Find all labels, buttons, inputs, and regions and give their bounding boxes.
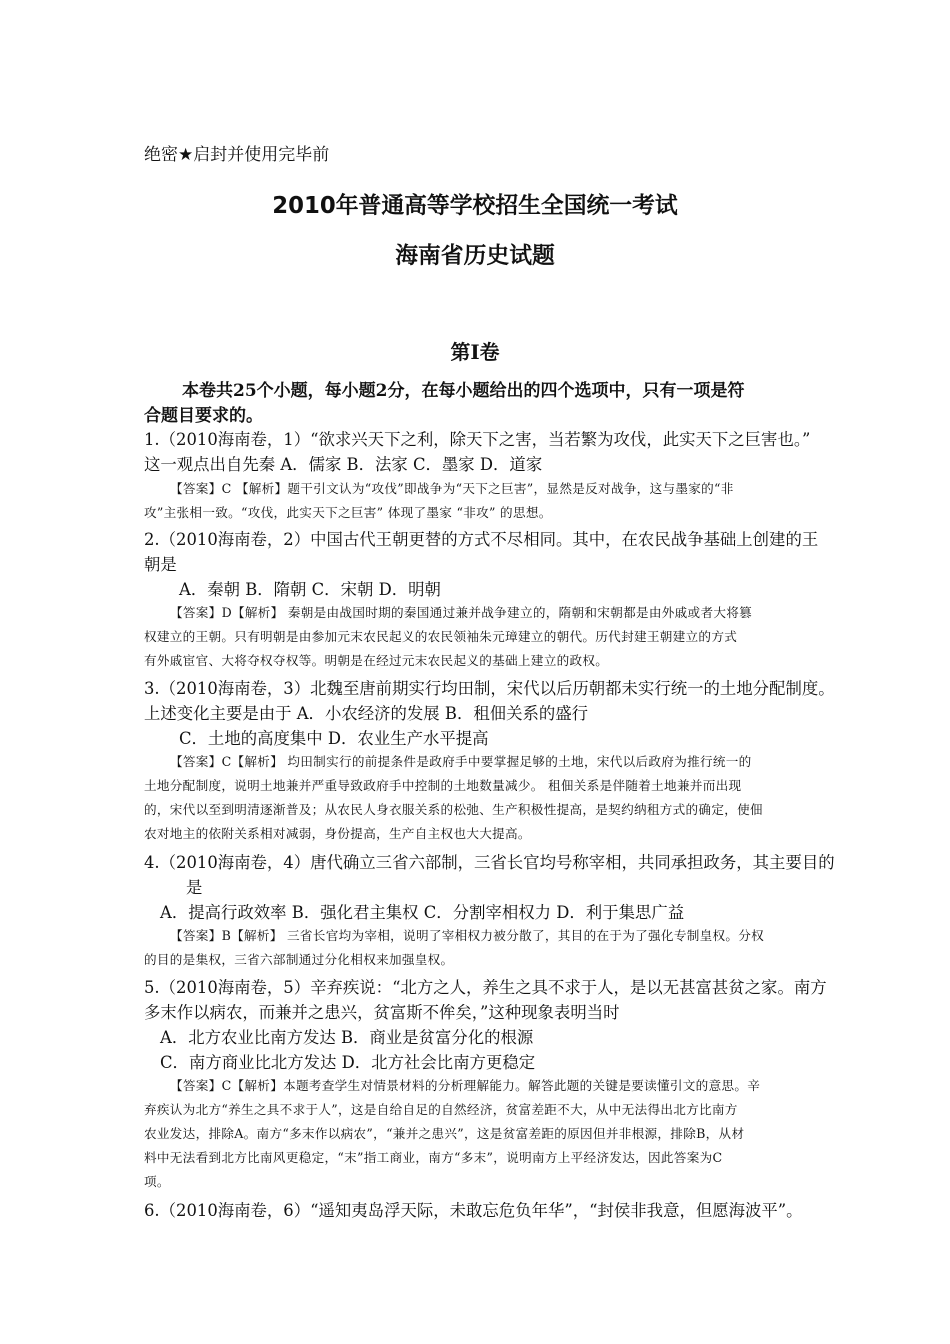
question-options: C．南方商业比北方发达 D．北方社会比南方更稳定 [160, 1053, 536, 1072]
question-text: 是 [186, 878, 203, 897]
section-intro: 本卷共25个小题，每小题2分，在每小题给出的四个选项中，只有一项是符 [182, 381, 745, 401]
question-options: A．提高行政效率 B．强化君主集权 C．分割宰相权力 D．利于集思广益 [160, 903, 685, 922]
question-options: 这一观点出自先秦 A．儒家 B．法家 C．墨家 D．道家 [144, 455, 543, 474]
answer-analysis: 农对地主的依附关系相对减弱，身份提高，生产自主权也大大提高。 [144, 826, 531, 841]
question-options: C．土地的高度集中 D．农业生产水平提高 [179, 729, 489, 748]
answer-analysis: 【答案】B【解析】 三省长官均为宰相，说明了宰相权力被分散了，其目的在于为了强化专制皇权。分权 [170, 928, 765, 943]
question-text: 2.（2010海南卷，2）中国古代王朝更替的方式不尽相同。其中，在农民战争基础上创建的王 [144, 530, 819, 549]
answer-analysis: 的目的是集权，三省六部制通过分化相权来加强皇权。 [144, 952, 454, 967]
section-intro: 合题目要求的。 [144, 406, 263, 426]
question-text: 5.（2010海南卷，5）辛弃疾说：“北方之人，养生之具不求于人，是以无甚富甚贫之家。南方 [144, 978, 827, 997]
exam-title: 2010年普通高等学校招生全国统一考试 [272, 193, 678, 219]
question-text: 4.（2010海南卷，4）唐代确立三省六部制，三省长官均号称宰相，共同承担政务，其主要目的 [144, 853, 835, 872]
answer-analysis: 有外戚宦官、大将夺权夺权等。明朝是在经过元末农民起义的基础上建立的政权。 [144, 653, 609, 668]
answer-analysis: 攻”主张相一致。“攻伐，此实天下之巨害” 体现了墨家 “非攻” 的思想。 [144, 505, 552, 520]
question-options: 上述变化主要是由于 A．小农经济的发展 B．租佃关系的盛行 [144, 704, 589, 723]
question-text: 多末作以病农，而兼并之患兴，贫富斯不侔矣，”这种现象表明当时 [144, 1003, 620, 1022]
answer-analysis: 【答案】D【解析】 秦朝是由战国时期的秦国通过兼并战争建立的，隋朝和宋朝都是由外戚或者大将篡 [170, 605, 753, 620]
answer-analysis: 权建立的王朝。只有明朝是由参加元末农民起义的农民领袖朱元璋建立的朝代。历代封建王朝建立的方式 [144, 629, 738, 644]
answer-analysis: 弃疾认为北方“养生之具不求于人”，这是自给自足的自然经济，贫富差距不大，从中无法得出北方比南方 [144, 1102, 738, 1117]
question-text: 3.（2010海南卷，3）北魏至唐前期实行均田制，宋代以后历朝都未实行统一的土地分配制度。 [144, 679, 835, 698]
answer-analysis: 【答案】C 【解析】题干引文认为“攻伐”即战争为“天下之巨害”，显然是反对战争，这与墨家的“非 [170, 481, 734, 496]
answer-analysis: 【答案】C【解析】本题考查学生对情景材料的分析理解能力。解答此题的关键是要读懂引文的意思。辛 [170, 1078, 761, 1093]
question-options: A．秦朝 B．隋朝 C．宋朝 D．明朝 [179, 580, 441, 599]
answer-analysis: 料中无法看到北方比南风更稳定，“末”指工商业，南方“多末”，说明南方上平经济发达，因此答案为C [144, 1150, 723, 1165]
question-options: A．北方农业比南方发达 B．商业是贫富分化的根源 [160, 1028, 534, 1047]
exam-subtitle: 海南省历史试题 [395, 243, 555, 269]
answer-analysis: 的，宋代以至到明清逐渐普及；从农民人身衣服关系的松弛、生产积极性提高，是契约纳租方式的确定，使佃 [144, 802, 763, 817]
confidential-label: 绝密★启封并使用完毕前 [144, 145, 330, 165]
answer-analysis: 土地分配制度，说明土地兼并严重导致政府手中控制的土地数量减少。 租佃关系是伴随着土地兼并而出现 [144, 778, 742, 793]
answer-analysis: 【答案】C【解析】 均田制实行的前提条件是政府手中要掌握足够的土地，宋代以后政府为推行统一的 [170, 754, 752, 769]
question-text: 朝是 [144, 555, 177, 574]
answer-analysis: 农业发达，排除A。南方“多末作以病农”，“兼并之患兴”，这是贫富差距的原因但并非根源，排除B，从材 [144, 1126, 745, 1141]
question-text: 1.（2010海南卷，1）“欲求兴天下之利，除天下之害，当若繁为攻伐，此实天下之巨害也。” [144, 430, 811, 449]
answer-analysis: 项。 [144, 1174, 170, 1189]
section-heading: 第I卷 [450, 340, 500, 364]
question-text: 6.（2010海南卷，6）“遥知夷岛浮天际，未敢忘危负年华”，“封侯非我意，但愿海波平”。 [144, 1201, 803, 1220]
